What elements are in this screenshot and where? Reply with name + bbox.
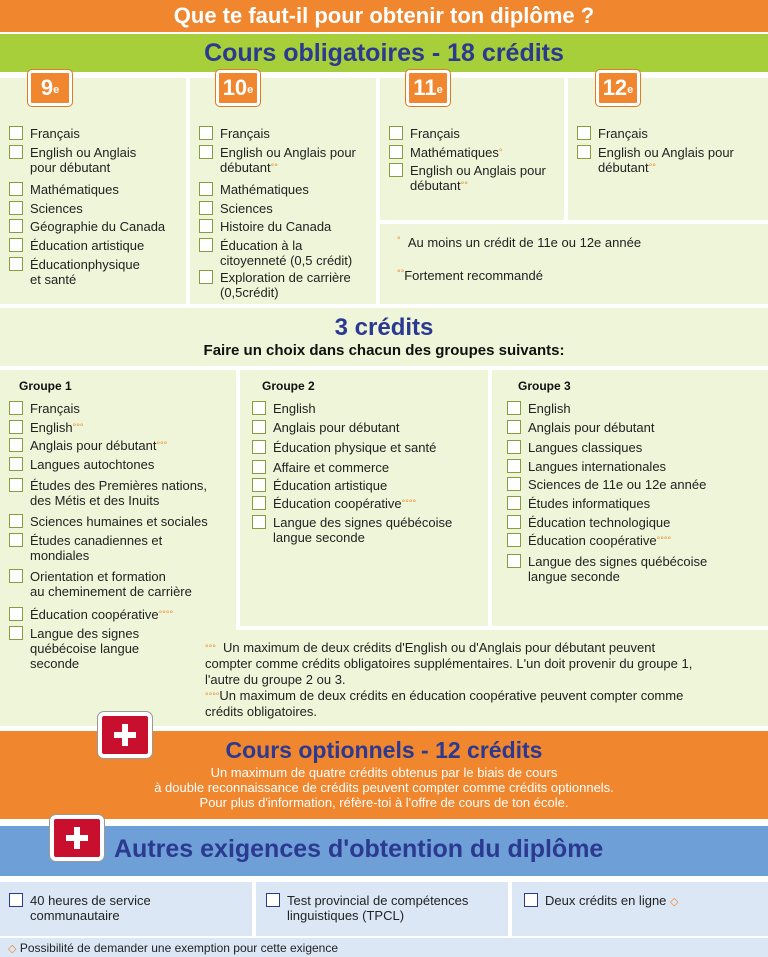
checkbox[interactable] xyxy=(9,569,23,583)
group-1-item[interactable]: Orientation et formation au cheminement de carrière xyxy=(9,569,192,599)
group-3-item[interactable]: Langues internationales xyxy=(507,459,666,474)
checkbox[interactable] xyxy=(9,626,23,640)
g9-course-item[interactable]: Éducation artistique xyxy=(9,238,144,253)
group-1-item[interactable]: Langue des signes québécoise langue seconde xyxy=(9,626,139,671)
g9-course-item[interactable]: English ou Anglais pour débutant xyxy=(9,145,136,175)
group-2-item[interactable]: Langue des signes québécoise langue seconde xyxy=(252,515,452,545)
group-3-item[interactable]: Études informatiques xyxy=(507,496,650,511)
checkbox[interactable] xyxy=(252,460,266,474)
g10-course-item[interactable]: English ou Anglais pour débutant°° xyxy=(199,145,356,175)
checkbox[interactable] xyxy=(199,201,213,215)
literacy-test-item[interactable]: Test provincial de compétences linguistiques (TPCL) xyxy=(266,893,468,923)
checkbox[interactable] xyxy=(199,145,213,159)
checkbox[interactable] xyxy=(524,893,538,907)
other-requirements-title: Autres exigences d'obtention du diplôme xyxy=(114,835,604,863)
group-1-item[interactable]: Français xyxy=(9,401,80,416)
g12-course-item[interactable]: English ou Anglais pour débutant°° xyxy=(577,145,734,175)
checkbox[interactable] xyxy=(252,478,266,492)
checkbox[interactable] xyxy=(507,533,521,547)
checkbox[interactable] xyxy=(507,515,521,529)
g9-course-item[interactable]: Sciences xyxy=(9,201,83,216)
checkbox[interactable] xyxy=(9,514,23,528)
note-recommended: °°Fortement recommandé xyxy=(397,268,543,283)
checkbox[interactable] xyxy=(9,607,23,621)
group-2-label: Groupe 2 xyxy=(262,379,315,393)
group-3-item[interactable]: Éducation coopérative°°°° xyxy=(507,533,671,548)
group-3-item[interactable]: Langues classiques xyxy=(507,440,642,455)
group-3-item[interactable]: English xyxy=(507,401,571,416)
checkbox[interactable] xyxy=(577,145,591,159)
g9-course-item[interactable]: Français xyxy=(9,126,80,141)
grade-9-badge: 9e xyxy=(28,70,72,106)
g11-course-item[interactable]: English ou Anglais pour débutant°° xyxy=(389,163,546,193)
plus-icon xyxy=(98,712,152,758)
checkbox[interactable] xyxy=(9,533,23,547)
group-2-item[interactable]: English xyxy=(252,401,316,416)
checkbox[interactable] xyxy=(252,401,266,415)
checkbox[interactable] xyxy=(9,401,23,415)
note-one-credit: ° Au moins un crédit de 11e ou 12e année xyxy=(397,235,642,250)
checkbox[interactable] xyxy=(9,893,23,907)
group-1-item[interactable]: Anglais pour débutant°°° xyxy=(9,438,167,453)
checkbox[interactable] xyxy=(507,554,521,568)
checkbox[interactable] xyxy=(389,163,403,177)
g10-course-item[interactable]: Mathématiques xyxy=(199,182,309,197)
grade-12-badge: 12e xyxy=(596,70,640,106)
other-requirements-section xyxy=(0,826,768,876)
group-1-item[interactable]: Études des Premières nations, des Métis et des Inuits xyxy=(9,478,207,508)
checkbox[interactable] xyxy=(507,440,521,454)
g10-course-item[interactable]: Sciences xyxy=(199,201,273,216)
checkbox[interactable] xyxy=(252,515,266,529)
checkbox[interactable] xyxy=(9,126,23,140)
checkbox[interactable] xyxy=(9,457,23,471)
group-1-item[interactable]: Études canadiennes et mondiales xyxy=(9,533,162,563)
g10-course-item[interactable]: Histoire du Canada xyxy=(199,219,331,234)
group-3-item[interactable]: Anglais pour débutant xyxy=(507,420,654,435)
checkbox[interactable] xyxy=(199,182,213,196)
checkbox[interactable] xyxy=(252,496,266,510)
grade-10-badge: 10e xyxy=(216,70,260,106)
g10-course-item[interactable]: Éducation à la citoyenneté (0,5 crédit) xyxy=(199,238,352,268)
checkbox[interactable] xyxy=(199,270,213,284)
g11-course-item[interactable]: Mathématiques° xyxy=(389,145,503,160)
checkbox[interactable] xyxy=(9,420,23,434)
grade-11-badge: 11e xyxy=(406,70,450,106)
g9-course-item[interactable]: Éducationphysique et santé xyxy=(9,257,140,287)
group-1-item[interactable]: Langues autochtones xyxy=(9,457,154,472)
group-2-item[interactable]: Éducation artistique xyxy=(252,478,387,493)
checkbox[interactable] xyxy=(252,440,266,454)
community-service-item[interactable]: 40 heures de service communautaire xyxy=(9,893,151,923)
checkbox[interactable] xyxy=(266,893,280,907)
g12-course-item[interactable]: Français xyxy=(577,126,648,141)
page-title: Que te faut-il pour obtenir ton diplôme ? xyxy=(0,0,768,32)
checkbox[interactable] xyxy=(252,420,266,434)
checkbox[interactable] xyxy=(199,126,213,140)
checkbox[interactable] xyxy=(389,145,403,159)
group-1-item[interactable]: Éducation coopérative°°°° xyxy=(9,607,173,622)
g11-course-item[interactable]: Français xyxy=(389,126,460,141)
checkbox[interactable] xyxy=(199,219,213,233)
group-1-item[interactable]: Sciences humaines et sociales xyxy=(9,514,208,529)
exemption-footnote: ◇ Possibilité de demander une exemption pour cette exigence xyxy=(0,938,768,957)
note-coop-credits: °°°°Un maximum de deux crédits en éducation coopérative peuvent compter comme crédits obligatoires. xyxy=(205,688,684,719)
plus-icon xyxy=(50,815,104,861)
optional-courses-description: Un maximum de quatre crédits obtenus par le biais de cours à double reconnaissance de crédits peuvent compter comme crédits optionnels. Pour plus d'information, réfère-toi à l'offre de cours de ton école. xyxy=(154,765,614,810)
optional-courses-title: Cours optionnels - 12 crédits xyxy=(225,737,543,763)
group-3-label: Groupe 3 xyxy=(518,379,571,393)
group-2-item[interactable]: Anglais pour débutant xyxy=(252,420,399,435)
checkbox[interactable] xyxy=(199,238,213,252)
group-2-item[interactable]: Éducation coopérative°°°° xyxy=(252,496,416,511)
g10-course-item[interactable]: Exploration de carrière (0,5crédit) xyxy=(199,270,351,300)
group-1-label: Groupe 1 xyxy=(19,379,72,393)
checkbox[interactable] xyxy=(507,459,521,473)
group-3-item[interactable]: Éducation technologique xyxy=(507,515,670,530)
checkbox[interactable] xyxy=(9,478,23,492)
group-1-item[interactable]: English°°° xyxy=(9,420,83,435)
online-credits-item[interactable]: Deux crédits en ligne ◇ xyxy=(524,893,679,910)
group-3-item[interactable]: Sciences de 11e ou 12e année xyxy=(507,477,706,492)
note-english-credits: °°° Un maximum de deux crédits d'English ou d'Anglais pour débutant peuvent compter comme crédits obligatoires supplémentaires. L'un doit provenir du groupe 1, l'autre du groupe 2 ou 3. xyxy=(205,640,693,687)
checkbox[interactable] xyxy=(9,145,23,159)
checkbox[interactable] xyxy=(507,496,521,510)
checkbox[interactable] xyxy=(507,401,521,415)
checkbox[interactable] xyxy=(9,257,23,271)
choice-title: 3 crédits xyxy=(334,314,434,341)
checkbox[interactable] xyxy=(389,126,403,140)
checkbox[interactable] xyxy=(9,201,23,215)
mandatory-courses-title: Cours obligatoires - 18 crédits xyxy=(0,34,768,72)
g9-course-item[interactable]: Mathématiques xyxy=(9,182,119,197)
checkbox[interactable] xyxy=(9,238,23,252)
group-2-item[interactable]: Affaire et commerce xyxy=(252,460,389,475)
checkbox[interactable] xyxy=(9,219,23,233)
choice-subtitle: Faire un choix dans chacun des groupes suivants: xyxy=(203,342,565,359)
checkbox[interactable] xyxy=(507,477,521,491)
g9-course-item[interactable]: Géographie du Canada xyxy=(9,219,165,234)
checkbox[interactable] xyxy=(9,182,23,196)
group-3-item[interactable]: Langue des signes québécoise langue seconde xyxy=(507,554,707,584)
group-2-item[interactable]: Éducation physique et santé xyxy=(252,440,436,455)
checkbox[interactable] xyxy=(507,420,521,434)
g10-course-item[interactable]: Français xyxy=(199,126,270,141)
checkbox[interactable] xyxy=(577,126,591,140)
checkbox[interactable] xyxy=(9,438,23,452)
